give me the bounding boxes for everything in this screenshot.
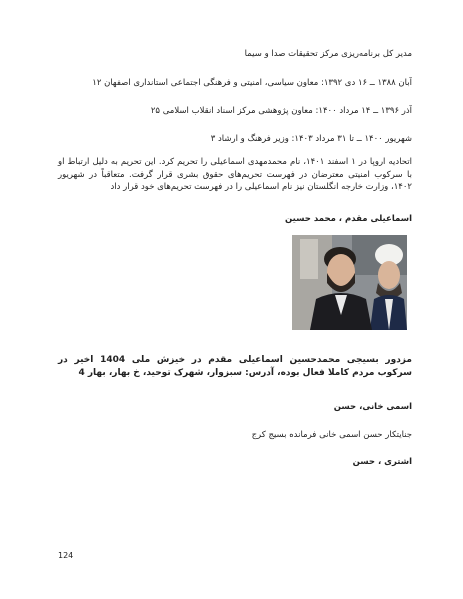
text-line-karaj-commander: جنایتکار حسن اسمی خانی فرمانده بسیج کرج [251, 430, 412, 440]
text-line-director: مدیر کل برنامه‌ریزی مرکز تحقیقات صدا و سیما [244, 49, 412, 59]
heading-esmaili-moghadam: اسماعیلی مقدم ، محمد حسین [285, 214, 412, 224]
text-line-culture-minister: شهریور ۱۴۰۰ ــ تا ۳۱ مرداد ۱۴۰۳: وزیر فرهنگ و ارشاد ۳ [210, 134, 412, 144]
text-line-isfahan-deputy: آبان ۱۳۸۸ ــ ۱۶ دی ۱۳۹۲: معاون سیاسی، امنیتی و فرهنگی اجتماعی استانداری اصفهان ۱۲ [92, 78, 412, 88]
heading-esmi-khani: اسمی خانی، حسن [333, 402, 412, 412]
portrait-photo [292, 235, 407, 330]
paragraph-basij-mercenary: مزدور بسیجی محمدحسین اسماعیلی مقدم در خیزش ملی 1404 اخیر در سرکوب مردم کاملا فعال بوده، آدرس: سبزوار، شهرک توحید، خ بهار، بهار 4 [58, 355, 412, 378]
text-line-revolution-archive: آذر ۱۳۹۶ ــ ۱۴ مرداد ۱۴۰۰: معاون پژوهشی مرکز اسناد انقلاب اسلامی ۲۵ [150, 106, 412, 116]
page-number: 124 [58, 551, 74, 560]
paragraph-eu-sanction: اتحادیه اروپا در ۱ اسفند ۱۴۰۱، نام محمدمهدی اسماعیلی را تحریم کرد. این تحریم به دلیل ارتباط او با سرکوب امنیتی معترضان در فهرست تحریم‌های حقوق بشری قرار گرفت. متعاقباً در شهریور ۱۴۰۲، وزارت خارجه انگلستان نیز نام اسماعیلی را در فهرست تحریم‌های خود قرار داد [58, 157, 412, 192]
heading-ashtari: اشتری ، حسن [352, 457, 412, 467]
